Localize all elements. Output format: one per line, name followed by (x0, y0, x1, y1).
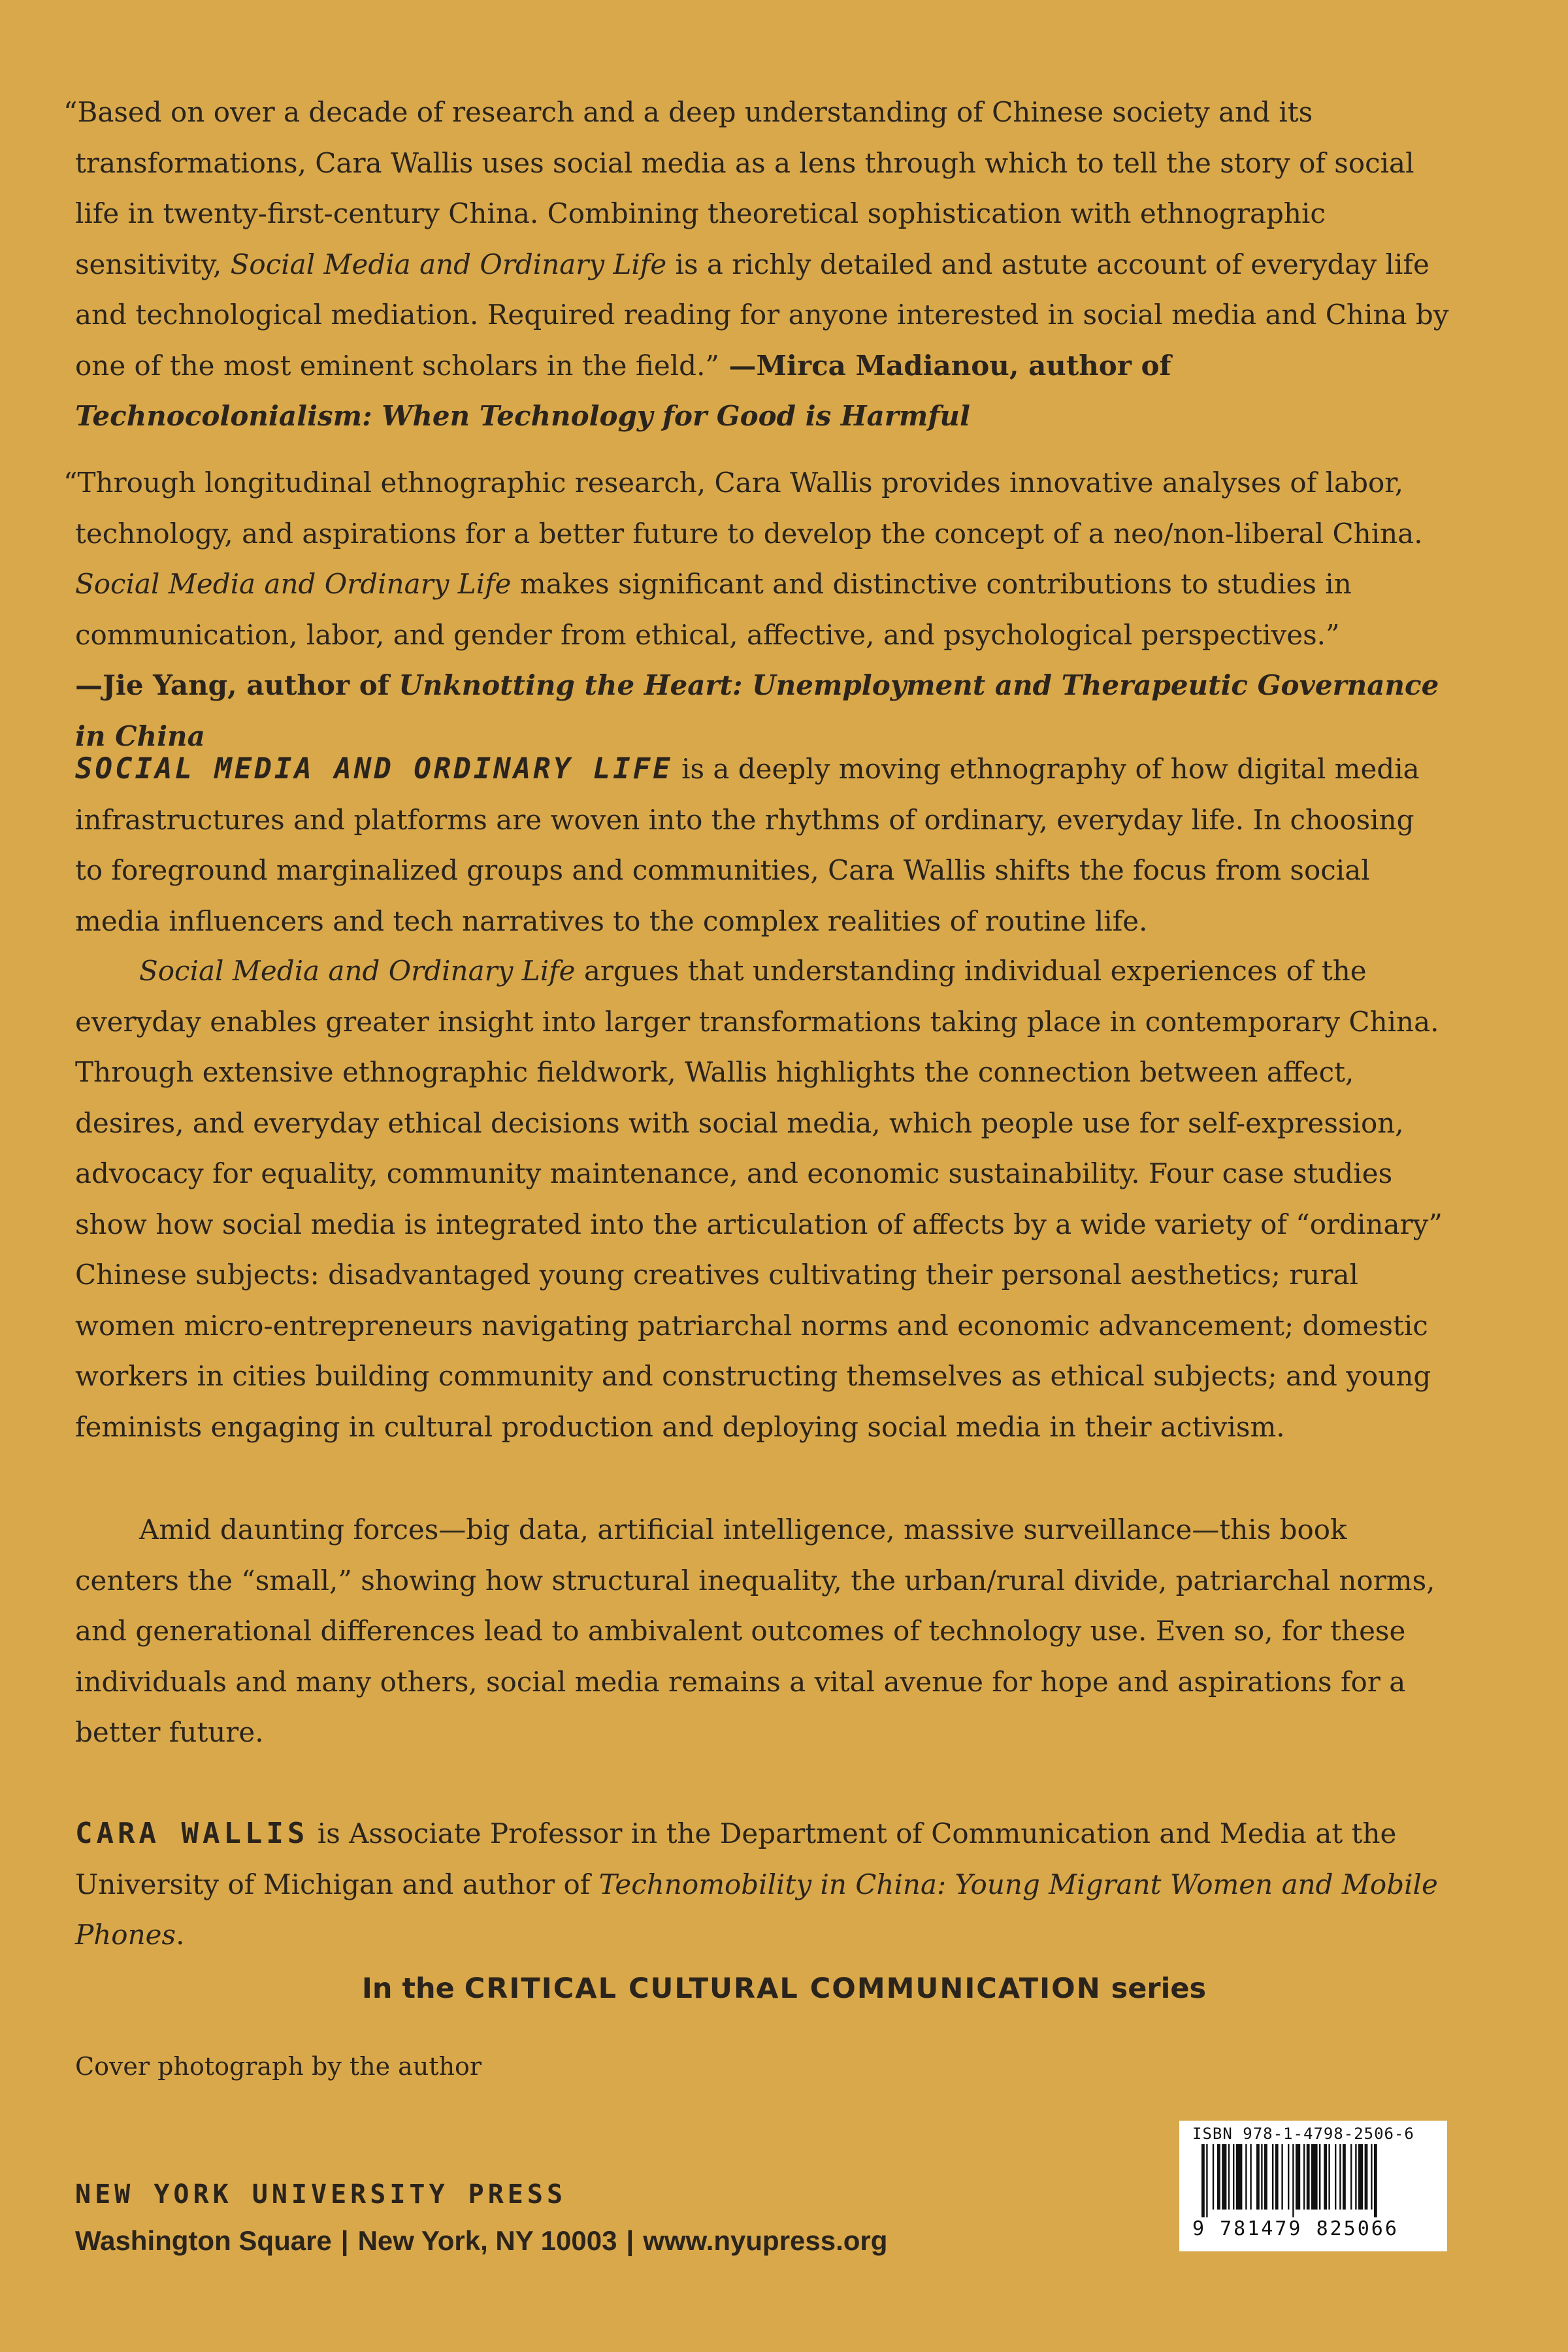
barcode-bar (1374, 2144, 1377, 2217)
barcode-bar (1272, 2144, 1273, 2210)
barcode-bar (1371, 2144, 1372, 2210)
barcode-bar (1222, 2144, 1226, 2210)
barcode-bar (1201, 2144, 1205, 2217)
barcode-bar (1324, 2144, 1327, 2210)
barcode-bar (1355, 2144, 1356, 2210)
publisher-name: NEW YORK UNIVERSITY PRESS (75, 2179, 567, 2210)
barcode-bar (1335, 2144, 1336, 2210)
author-bio: CARA WALLIS is Associate Professor in the Department of Communication and Media at the University of Michigan and author of Technomobility in China: Young Migrant Women and Mobile Phones. (75, 1817, 1438, 1951)
barcode-bar (1206, 2144, 1207, 2217)
description-text: is a deeply moving ethnography of how digital media infrastructures and platforms are woven into the rhythms of ordinary, everyday life. In choosing to foreground marginalized groups and communities, Cara Wallis shifts the focus from social media influencers and tech narratives to the complex realities of routine life. (75, 753, 1420, 937)
barcode-bar (1303, 2144, 1305, 2210)
endorsement-text: is a richly detailed and astute account of everyday life and technological mediation. Required reading for anyone interested in social media and China by one of the most eminent scholars in the field.” (75, 248, 1449, 382)
publisher-website: www.nyupress.org (643, 2225, 888, 2256)
endorsement-yang (63, 457, 1450, 761)
barcode-bar (1233, 2144, 1234, 2210)
author-book-title: Technomobility in China: Young Migrant Women and Mobile Phones (75, 1868, 1438, 1951)
book-title-caps: SOCIAL MEDIA AND ORDINARY LIFE (75, 752, 673, 786)
barcode-bar (1261, 2144, 1262, 2210)
barcode-bar (1288, 2144, 1289, 2210)
description-text: argues that understanding individual experiences of the everyday enables greater insight into larger transformations taking place in contemporary China. Through extensive ethnographic fieldwork, Wallis highlights the connection between affect, desires, and everyday ethical decisions with social media, which people use for self-expression, advocacy for equality, community maintenance, and economic sustainability. Four case studies show how social media is integrated into the articulation of affects by a wide variety of “ordinary” Chinese subjects: disadvantaged young creatives cultivating their personal aesthetics; rural women micro-entrepreneurs navigating patriarchal norms and economic advancement; domestic workers in cities building community and constructing themselves as ethical subjects; and young feminists engaging in cultural production and deploying social media in their activism. (75, 955, 1443, 1443)
endorsement-attribution-title: Unknotting the Heart: Unemployment and Therapeutic Governance in China (75, 669, 1439, 752)
series-line: In the CRITICAL CULTURAL COMMUNICATION series (361, 1972, 1207, 2005)
endorsement-attribution: —Jie Yang, author of (75, 669, 399, 701)
separator: | (340, 2225, 349, 2256)
book-title-italic: Social Media and Ordinary Life (75, 568, 512, 600)
barcode-digits: 9 781479 825066 (1192, 2217, 1399, 2240)
barcode-bar (1292, 2144, 1294, 2217)
book-title-italic: Social Media and Ordinary Life (230, 248, 667, 280)
barcode-bar (1343, 2144, 1346, 2210)
barcode-bar (1307, 2144, 1310, 2210)
barcode-bars (1192, 2144, 1434, 2217)
barcode-bar (1256, 2144, 1260, 2210)
author-bio-text: is Associate Professor in the Department of Communication and Media at the University of Michigan and author of (75, 1817, 1397, 1900)
endorsement-text: “Based on over a decade of research and a deep understanding of Chinese society and its transformations, Cara Wallis uses social media as a lens through which to tell the story of social life in twenty-first-century China. Combining theoretical sophistication with ethnographic sensitivity, (63, 96, 1414, 280)
description-paragraph-1 (75, 744, 1450, 946)
barcode-bar (1245, 2144, 1247, 2210)
endorsement-text: makes significant and distinctive contributions to studies in communication, labor, and gender from ethical, affective, and psychological perspectives.” (75, 568, 1352, 651)
barcode-bar (1365, 2144, 1368, 2210)
barcode-bar (1296, 2144, 1300, 2210)
endorsement-attribution-title: Technocolonialism: When Technology for Good is Harmful (75, 400, 970, 432)
barcode-bar (1213, 2144, 1214, 2210)
barcode-bar (1250, 2144, 1251, 2210)
series-name: CRITICAL CULTURAL COMMUNICATION (464, 1972, 1102, 2005)
isbn-barcode (1179, 2121, 1447, 2251)
photo-credit: Cover photograph by the author (75, 2052, 482, 2081)
author-name: CARA WALLIS (75, 1817, 309, 1850)
barcode-bar (1339, 2144, 1341, 2210)
barcode-bar (1217, 2144, 1220, 2210)
publisher-address (75, 2225, 887, 2257)
barcode-bar (1328, 2144, 1330, 2210)
barcode-bar (1264, 2144, 1267, 2210)
isbn-label: ISBN 978-1-4798-2506-6 (1192, 2125, 1414, 2143)
endorsement-madianou (63, 87, 1450, 442)
barcode-bar (1350, 2144, 1352, 2210)
book-title-italic: Social Media and Ordinary Life (139, 955, 576, 987)
description-paragraph-2 (75, 946, 1450, 1452)
endorsement-attribution: —Mirca Madianou, author of (719, 349, 1171, 382)
barcode-bar (1236, 2144, 1243, 2210)
barcode-bar (1311, 2144, 1318, 2210)
description-text: Amid daunting forces—big data, artificial intelligence, massive surveillance—this book centers the “small,” showing how structural inequality, the urban/rural divide, patriarchal norms, and generational differences lead to ambivalent outcomes of technology use. Even so, for these individuals and many others, social media remains a vital avenue for hope and aspirations for a better future. (75, 1514, 1435, 1748)
description-paragraph-3 (75, 1504, 1450, 1758)
barcode-bar (1358, 2144, 1363, 2210)
endorsement-text: “Through longitudinal ethnographic research, Cara Wallis provides innovative analyses of labor, technology, and aspirations for a better future to develop the concept of a neo/non-liberal China. (63, 467, 1423, 550)
barcode-bar (1228, 2144, 1230, 2210)
barcode-bar (1275, 2144, 1279, 2210)
barcode-bar (1319, 2144, 1320, 2210)
barcode-bar (1281, 2144, 1282, 2210)
separator: | (626, 2225, 634, 2256)
address-line-2: New York, NY 10003 (357, 2225, 617, 2256)
address-line-1: Washington Square (75, 2225, 332, 2256)
